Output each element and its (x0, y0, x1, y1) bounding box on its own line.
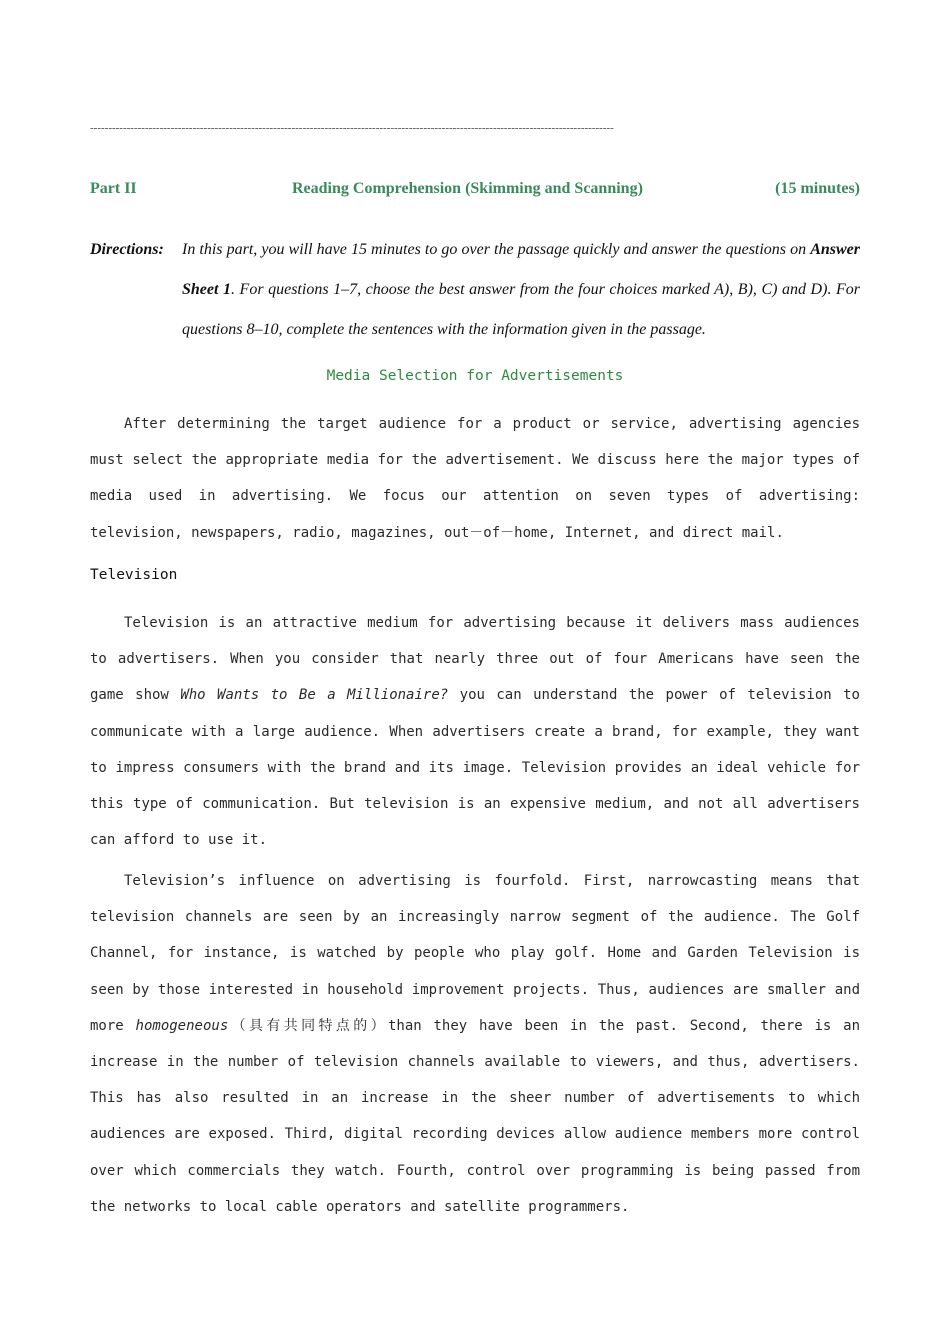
television-paragraph-2 (90, 863, 860, 1225)
passage-title: Media Selection for Advertisements (326, 368, 624, 384)
tv-p1-text-b: you can understand the power of television to communicate with a large audience. When advertisers create a brand, for example, they want to impress consumers with the brand and its image. Television provides an ideal vehicle for this type of communication. But television is an expensive medium, and not all advertisers can afford to use it. (90, 687, 860, 849)
show-title: Who Wants to Be a Millionaire? (180, 687, 449, 704)
section-heading-television: Television (90, 567, 178, 583)
directions-text-2: . For questions 1–7, choose the best answer from the four choices marked A), B), C) and D). For questions 8–10, complete the sentences with the information given in the passage. (182, 281, 860, 338)
part-time-limit: (15 minutes) (775, 180, 860, 197)
answer-sheet-ref: Answer Sheet 1 (182, 241, 860, 298)
directions-label: Directions: (90, 241, 164, 258)
directions-text-1: In this part, you will have 15 minutes to go over the passage quickly and answer the questions on (182, 241, 811, 258)
television-paragraph-1 (90, 605, 860, 858)
vocab-gloss: （具有共同特点的） (228, 1017, 388, 1034)
part-title: Reading Comprehension (Skimming and Scanning) (292, 180, 643, 197)
directions-text (182, 230, 860, 350)
vocab-word: homogeneous (135, 1017, 229, 1034)
tv-p1-text-a: Television is an attractive medium for advertising because it delivers mass audiences to advertisers. When you consider that nearly three out of four Americans have seen the game show (90, 615, 860, 704)
tv-p2-text-b: than they have been in the past. Second, there is an increase in the number of television channels available to viewers, and thus, advertisers. This has also resulted in an increase in the sheer number of advertisements to which audiences are exposed. Third, digital recording devices allow audience members more control over which commercials they watch. Fourth, control over programming is being passed from the networks to local cable operators and satellite programmers. (90, 1017, 861, 1215)
tv-p2-text-a: Television’s influence on advertising is fourfold. First, narrowcasting means that television channels are seen by an increasingly narrow segment of the audience. The Golf Channel, for instance, is watched by people who play golf. Home and Garden Television is seen by those interested in household improvement projects. Thus, audiences are smaller and more (90, 873, 860, 1034)
directions-block (90, 230, 860, 350)
part-header (90, 180, 860, 202)
intro-paragraph: After determining the target audience for a product or service, advertising agencies must select the appropriate media for the advertisement. We discuss here the major types of media used in advertising. We focus our attention on seven types of advertising: television, newspapers, radio, magazines, out－of－home, Internet, and direct mail. (90, 416, 860, 541)
part-label: Part II (90, 180, 137, 197)
divider-line: ----------------------------------------------------------------------------------------------------------------------------------------------- (90, 122, 614, 134)
